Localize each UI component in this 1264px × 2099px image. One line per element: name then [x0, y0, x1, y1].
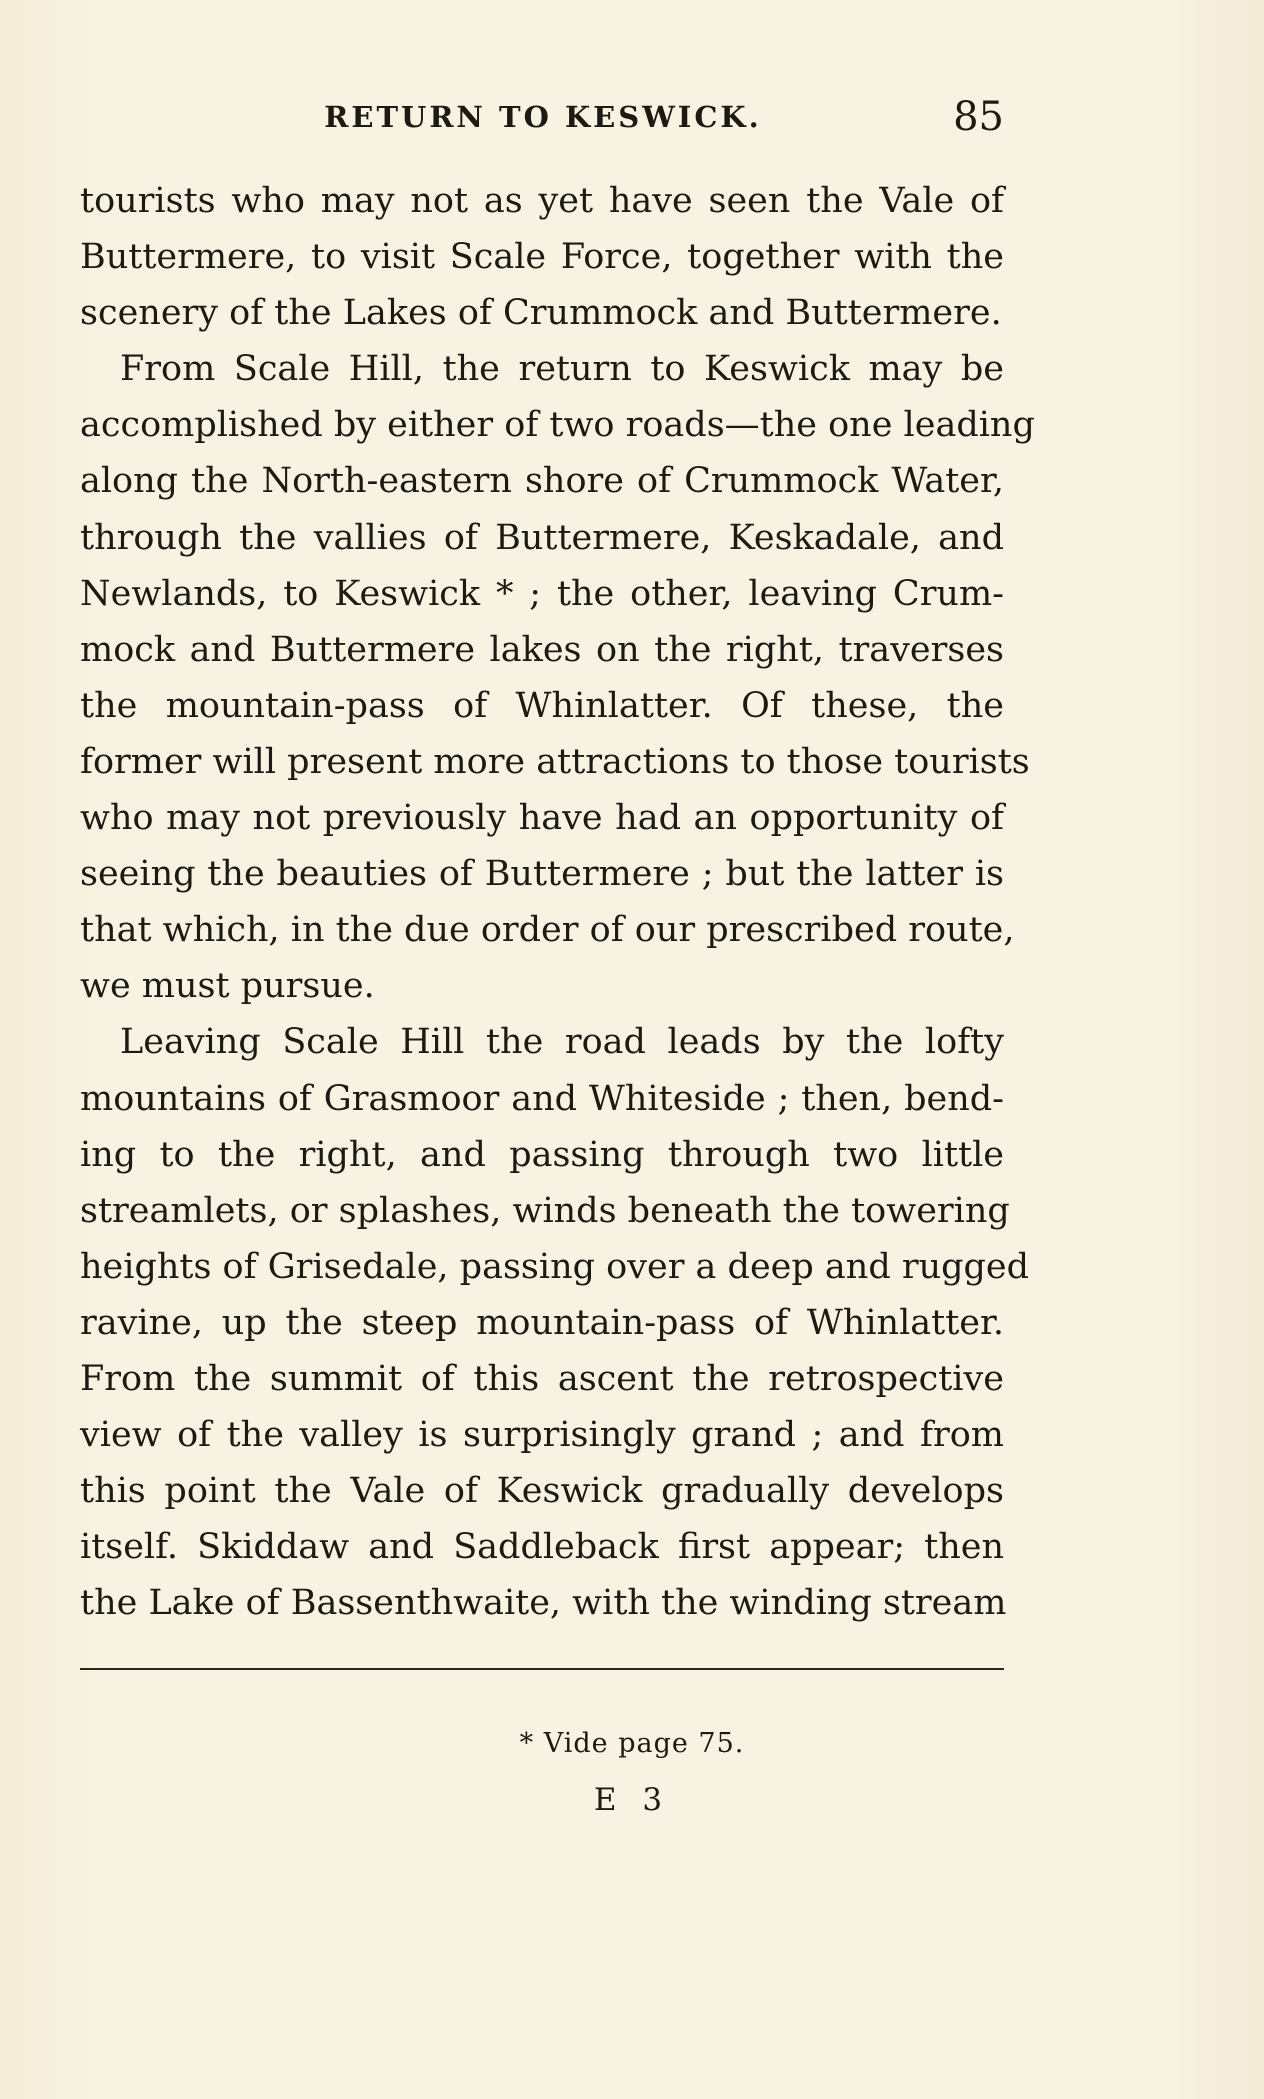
text-line: the mountain-pass of Whinlatter. Of these, the: [80, 685, 1004, 726]
text-line: along the North-eastern shore of Crummock Water,: [80, 461, 1004, 502]
text-line: itself. Skiddaw and Saddleback first appear; then: [80, 1527, 1004, 1568]
body-text: [80, 173, 1035, 1631]
text-line: this point the Vale of Keswick gradually develops: [80, 1471, 1004, 1512]
text-line: mountains of Grasmoor and Whiteside ; then, bend-: [80, 1078, 1004, 1119]
text-line: Newlands, to Keswick * ; the other, leaving Crum-: [80, 573, 1004, 614]
text-line: accomplished by either of two roads—the one leading: [80, 405, 1035, 446]
text-line: From Scale Hill, the return to Keswick may be: [120, 349, 1004, 390]
text-line: ravine, up the steep mountain-pass of Whinlatter.: [80, 1302, 1004, 1343]
text-line: streamlets, or splashes, winds beneath the towering: [80, 1190, 1010, 1231]
text-line: Leaving Scale Hill the road leads by the lofty: [120, 1022, 1004, 1063]
footnote-rule: [80, 1668, 1004, 1670]
text-line: ing to the right, and passing through two little: [80, 1134, 1004, 1175]
text-line: former will present more attractions to those tourists: [80, 741, 1030, 782]
footnote: * Vide page 75.: [519, 1728, 745, 1759]
page-number: 85: [953, 94, 1004, 140]
running-head: [82, 92, 1004, 142]
text-line: the Lake of Bassenthwaite, with the winding stream: [80, 1583, 1007, 1624]
text-line: we must pursue.: [80, 966, 375, 1007]
text-line: through the vallies of Buttermere, Keskadale, and: [80, 517, 1004, 558]
text-line: that which, in the due order of our prescribed route,: [80, 910, 1015, 951]
text-line: tourists who may not as yet have seen the Vale of: [80, 181, 1004, 221]
text-line: Buttermere, to visit Scale Force, together with the: [80, 237, 1004, 278]
text-line: seeing the beauties of Buttermere ; but the latter is: [80, 854, 1004, 895]
text-line: view of the valley is surprisingly grand ; and from: [80, 1415, 1004, 1456]
text-line: From the summit of this ascent the retrospective: [80, 1358, 1004, 1399]
running-title: RETURN TO KESWICK.: [324, 100, 762, 134]
signature-mark: E 3: [593, 1782, 671, 1818]
text-line: who may not previously have had an opportunity of: [80, 798, 1004, 839]
text-line: scenery of the Lakes of Crummock and Buttermere.: [80, 293, 1002, 334]
text-line: heights of Grisedale, passing over a deep and rugged: [80, 1246, 1030, 1287]
text-line: mock and Buttermere lakes on the right, traverses: [80, 629, 1004, 670]
